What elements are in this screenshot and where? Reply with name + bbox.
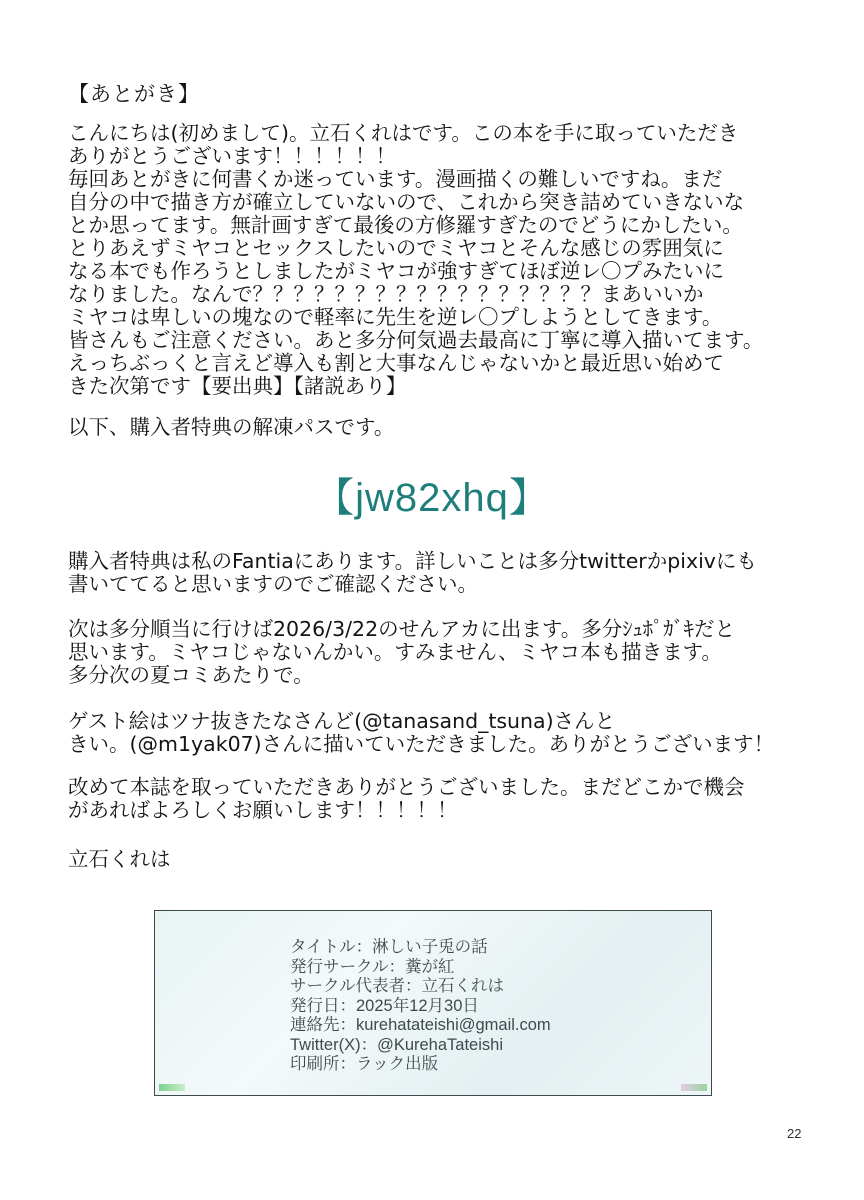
corner-decoration-left	[159, 1084, 185, 1091]
thanks-paragraph: 改めて本誌を取っていただきありがとうございました。まだどこかで機会 があればよろしくお願いします！！！！！	[68, 775, 745, 822]
colophon-contact: 連絡先：kurehatateishi@gmail.com	[290, 1016, 551, 1034]
author-signature: 立石くれは	[68, 847, 171, 871]
colophon-printer: 印刷所：ラック出版	[290, 1055, 439, 1073]
colophon-twitter: Twitter(X)：@KurehaTateishi	[290, 1035, 503, 1054]
colophon-lines	[290, 938, 551, 1075]
colophon-title: タイトル：淋しい子兎の話	[290, 938, 488, 956]
intro-paragraph: こんにちは(初めまして)。立石くれはです。この本を手に取っていただき ありがとうございます！！！！！！ 毎回あとがきに何書くか迷っています。漫画描くの難しいですね。まだ 自分の中で描き方が確立していないので、これから突き詰めていきないな とか思ってます。無計画すぎて最後の方修羅すぎたのでどうにかしたい。 とりあえずミヤコとセックスしたいのでミヤコとそんな感じの雰囲気に なる本でも作ろうとしましたがミヤコが強すぎてほぼ逆レ〇プみたいに なりました。なんで？？？？？？？？？？？？？？？？？まあいいか ミヤコは卑しいの塊なので軽率に先生を逆レ〇プしようとしてきます。 皆さんもご注意ください。あと多分何気過去最高に丁寧に導入描いてます。 えっちぶっくと言えど導入も割と大事なんじゃないかと最近思い始めて きた次第です【要出典】【諸説あり】	[68, 121, 764, 398]
password-intro-paragraph: 以下、購入者特典の解凍パスです。	[68, 415, 395, 439]
unlock-password: 【jw82xhq】	[314, 476, 550, 520]
guest-art-paragraph: ゲスト絵はツナ抜きたなさんど(@tanasand_tsuna)さんと きい。(@m1yak07)さんに描いていただきました。ありがとうございます！	[68, 709, 775, 756]
colophon-publish-date: 発行日：2025年12月30日	[290, 996, 479, 1015]
corner-decoration-right	[681, 1084, 707, 1091]
colophon-box	[154, 910, 712, 1096]
next-event-paragraph: 次は多分順当に行けば2026/3/22のせんアカに出ます。多分ｼｭﾎﾟｶﾞｷだと 思います。ミヤコじゃないんかい。すみません、ミヤコ本も描きます。 多分次の夏コミあたりで。	[68, 617, 736, 687]
colophon-representative: サークル代表者：立石くれは	[290, 977, 505, 995]
afterword-heading: 【あとがき】	[68, 82, 200, 106]
page-number: 22	[787, 1126, 802, 1141]
fantia-paragraph: 購入者特典は私のFantiaにあります。詳しいことは多分twitterかpixivにも 書いててると思いますのでご確認ください。	[68, 549, 757, 596]
colophon-circle: 発行サークル：糞が紅	[290, 957, 455, 976]
